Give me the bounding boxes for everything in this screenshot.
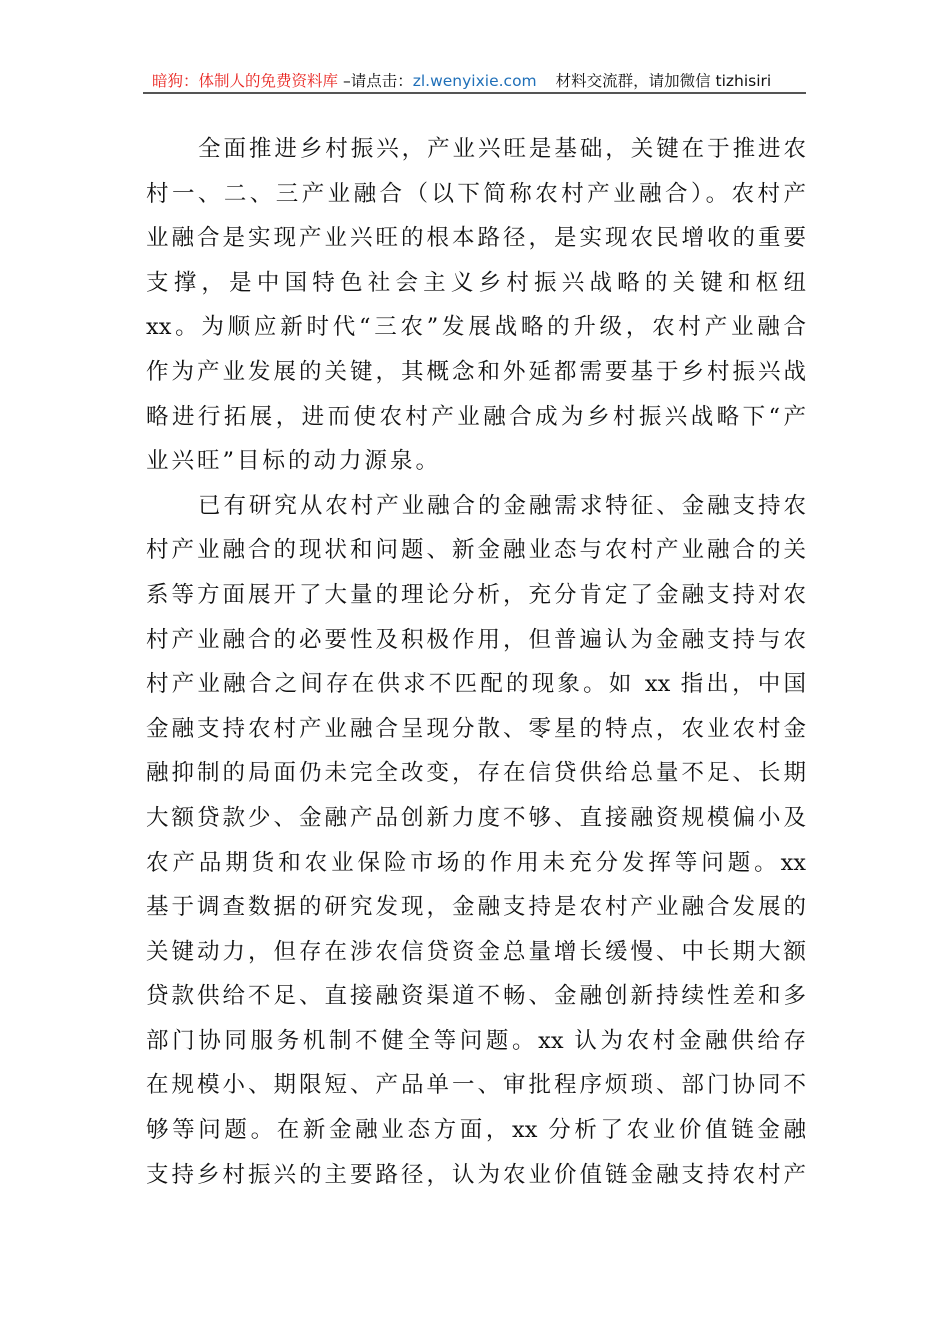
paragraph-line: 村产业融合的必要性及积极作用，但普遍认为金融支持与农 [146, 626, 806, 653]
paragraph-line: 够等问题。在新金融业态方面，xx 分析了农业价值链金融 [146, 1117, 806, 1144]
paragraph-line: 村产业融合的现状和问题、新金融业态与农村产业融合的关 [146, 537, 806, 564]
paragraph-line: 业兴旺”目标的动力源泉。 [146, 448, 442, 475]
paragraph-line: 在规模小、期限短、产品单一、审批程序烦琐、部门协同不 [146, 1072, 806, 1099]
header-brand: 暗狗：体制人的免费资料库 [152, 72, 339, 90]
document-body [146, 127, 806, 1197]
paragraph-line: 系等方面展开了大量的理论分析，充分肯定了金融支持对农 [146, 581, 806, 608]
header-contact: 材料交流群，请加微信 tizhisiri [555, 72, 772, 90]
paragraph-line: 金融支持农村产业融合呈现分散、零星的特点，农业农村金 [146, 715, 806, 742]
paragraph-line: 村一、二、三产业融合（以下简称农村产业融合）。农村产 [146, 180, 806, 207]
paragraph-line: 已有研究从农村产业融合的金融需求特征、金融支持农 [198, 492, 806, 519]
paragraph-line: 业融合是实现产业兴旺的根本路径，是实现农民增收的重要 [146, 225, 806, 252]
paragraph-line: 支撑，是中国特色社会主义乡村振兴战略的关键和枢纽 [146, 269, 806, 296]
paragraph-line: 关键动力，但存在涉农信贷资金总量增长缓慢、中长期大额 [146, 938, 806, 965]
paragraph-line: 支持乡村振兴的主要路径，认为农业价值链金融支持农村产 [146, 1161, 806, 1188]
paragraph-line: 贷款供给不足、直接融资渠道不畅、金融创新持续性差和多 [146, 983, 806, 1010]
paragraph-line: 融抑制的局面仍未完全改变，存在信贷供给总量不足、长期 [146, 760, 806, 787]
paragraph-line: 作为产业发展的关键，其概念和外延都需要基于乡村振兴战 [146, 358, 806, 385]
paragraph-line: 大额贷款少、金融产品创新力度不够、直接融资规模偏小及 [146, 804, 806, 831]
header-prompt: –请点击： [342, 72, 413, 90]
paragraph-line: 部门协同服务机制不健全等问题。xx 认为农村金融供给存 [146, 1027, 806, 1054]
paragraph-line: 全面推进乡村振兴，产业兴旺是基础，关键在于推进农 [198, 136, 806, 162]
page-header [152, 70, 802, 92]
paragraph-line: 基于调查数据的研究发现，金融支持是农村产业融合发展的 [146, 894, 806, 921]
paragraph-line: xx。为顺应新时代“三农”发展战略的升级，农村产业融合 [146, 314, 806, 341]
header-divider [143, 92, 806, 94]
paragraph-line: 农产品期货和农业保险市场的作用未充分发挥等问题。xx [146, 849, 806, 876]
paragraph-line: 略进行拓展，进而使农村产业融合成为乡村振兴战略下“产 [146, 403, 806, 430]
paragraph-line: 村产业融合之间存在供求不匹配的现象。如 xx 指出，中国 [146, 671, 806, 698]
header-link[interactable]: zl.wenyixie.com [412, 72, 537, 90]
